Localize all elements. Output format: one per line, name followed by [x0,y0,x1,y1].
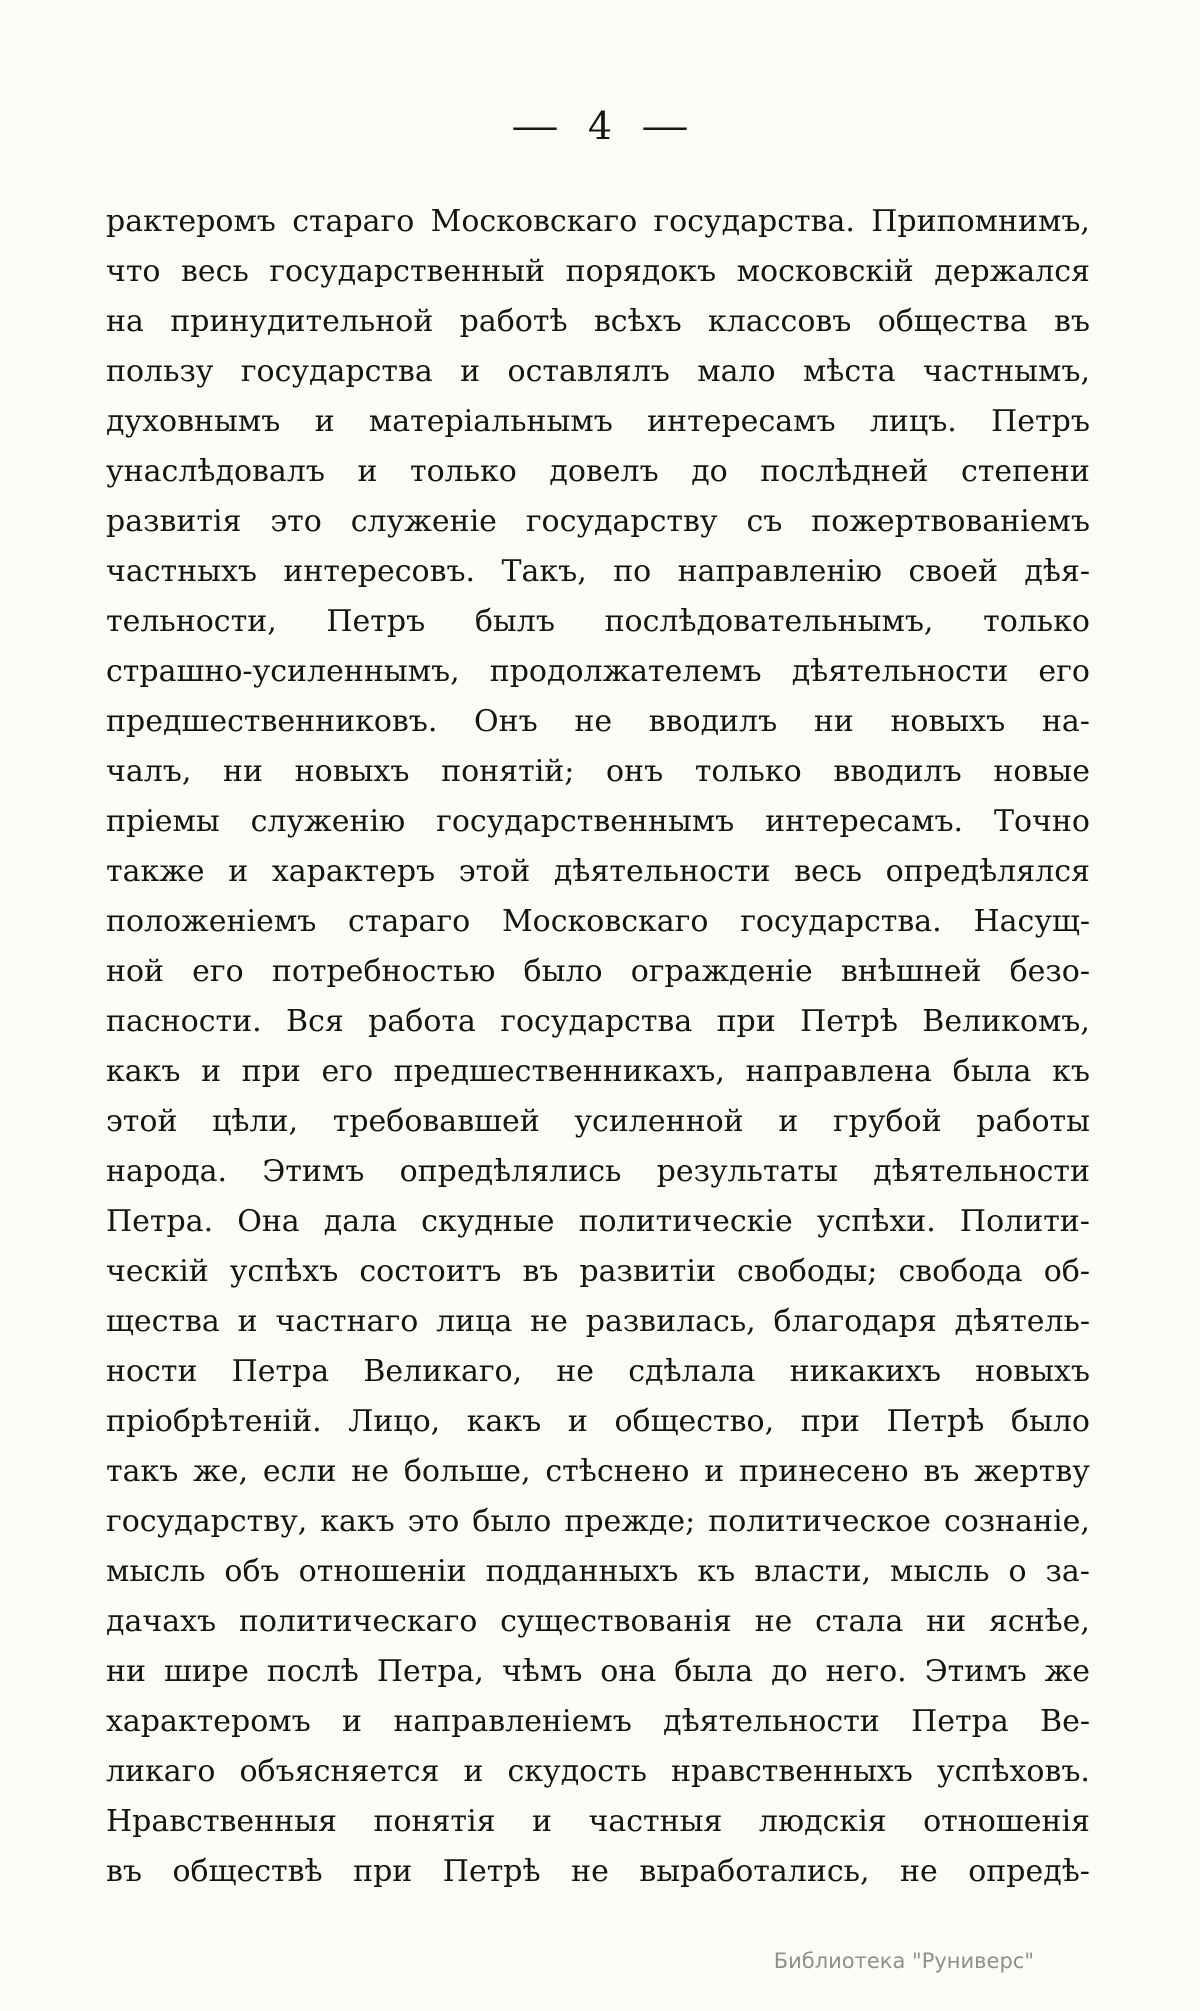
text-line: народа. Этимъ опредѣлялись результаты дѣятельности [106,1154,1090,1189]
text-line: частныхъ интересовъ. Такъ, по направленію своей дѣя- [106,554,1090,589]
text-line: страшно-усиленнымъ, продолжателемъ дѣятельности его [106,654,1090,689]
text-line: такъ же, если не больше, стѣснено и принесено въ жертву [106,1454,1090,1489]
text-line: пріемы служенію государственнымъ интересамъ. Точно [106,804,1090,839]
left-dash: — [511,104,559,148]
text-line: какъ и при его предшественникахъ, направлена была къ [106,1054,1090,1089]
text-line: развитія это служеніе государству съ пожертвованіемъ [106,504,1090,539]
text-line: щества и частнаго лица не развилась, благодаря дѣятель- [106,1304,1090,1339]
text-line: ной его потребностью было огражденіе внѣшней безо- [106,954,1090,989]
text-line: ликаго объясняется и скудость нравственныхъ успѣховъ. [106,1754,1090,1789]
text-line: предшественниковъ. Онъ не вводилъ ни новыхъ на- [106,704,1090,739]
text-line: тельности, Петръ былъ послѣдовательнымъ, только [106,604,1090,639]
text-line: на принудительной работѣ всѣхъ классовъ общества въ [106,304,1090,339]
text-line: Нравственныя понятія и частныя людскія отношенія [106,1804,1090,1839]
text-line: пасности. Вся работа государства при Петрѣ Великомъ, [106,1004,1090,1039]
text-line: духовнымъ и матеріальнымъ интересамъ лицъ. Петръ [106,404,1090,439]
text-line: пользу государства и оставлялъ мало мѣста частнымъ, [106,354,1090,389]
page-number: 4 [587,104,613,148]
text-line: Петра. Она дала скудные политическіе успѣхи. Полити- [106,1204,1090,1239]
body-text [106,197,1090,1897]
text-line: характеромъ и направленіемъ дѣятельности Петра Ве- [106,1704,1090,1739]
text-line: ни шире послѣ Петра, чѣмъ она была до него. Этимъ же [106,1654,1090,1689]
library-watermark: Библиотека "Руниверс" [773,1949,1034,1973]
text-line: дачахъ политическаго существованія не стала ни яснѣе, [106,1604,1090,1639]
text-line: что весь государственный порядокъ московскій держался [106,254,1090,289]
text-line: пріобрѣтеній. Лицо, какъ и общество, при Петрѣ было [106,1404,1090,1439]
text-line: положеніемъ стараго Московскаго государства. Насущ- [106,904,1090,939]
right-dash: — [641,104,689,148]
text-line: въ обществѣ при Петрѣ не выработались, не опредѣ- [106,1854,1090,1889]
text-line: унаслѣдовалъ и только довелъ до послѣдней степени [106,454,1090,489]
text-line: также и характеръ этой дѣятельности весь опредѣлялся [106,854,1090,889]
page-number-header [0,104,1200,148]
text-line: рактеромъ стараго Московскаго государства. Припомнимъ, [106,204,1090,239]
text-line: ческій успѣхъ состоитъ въ развитіи свободы; свобода об- [106,1254,1090,1289]
text-line: ности Петра Великаго, не сдѣлала никакихъ новыхъ [106,1354,1090,1389]
text-line: мысль объ отношеніи подданныхъ къ власти, мысль о за- [106,1554,1090,1589]
text-line: чалъ, ни новыхъ понятій; онъ только вводилъ новые [106,754,1090,789]
text-line: этой цѣли, требовавшей усиленной и грубой работы [106,1104,1090,1139]
text-line: государству, какъ это было прежде; политическое сознаніе, [106,1504,1090,1539]
